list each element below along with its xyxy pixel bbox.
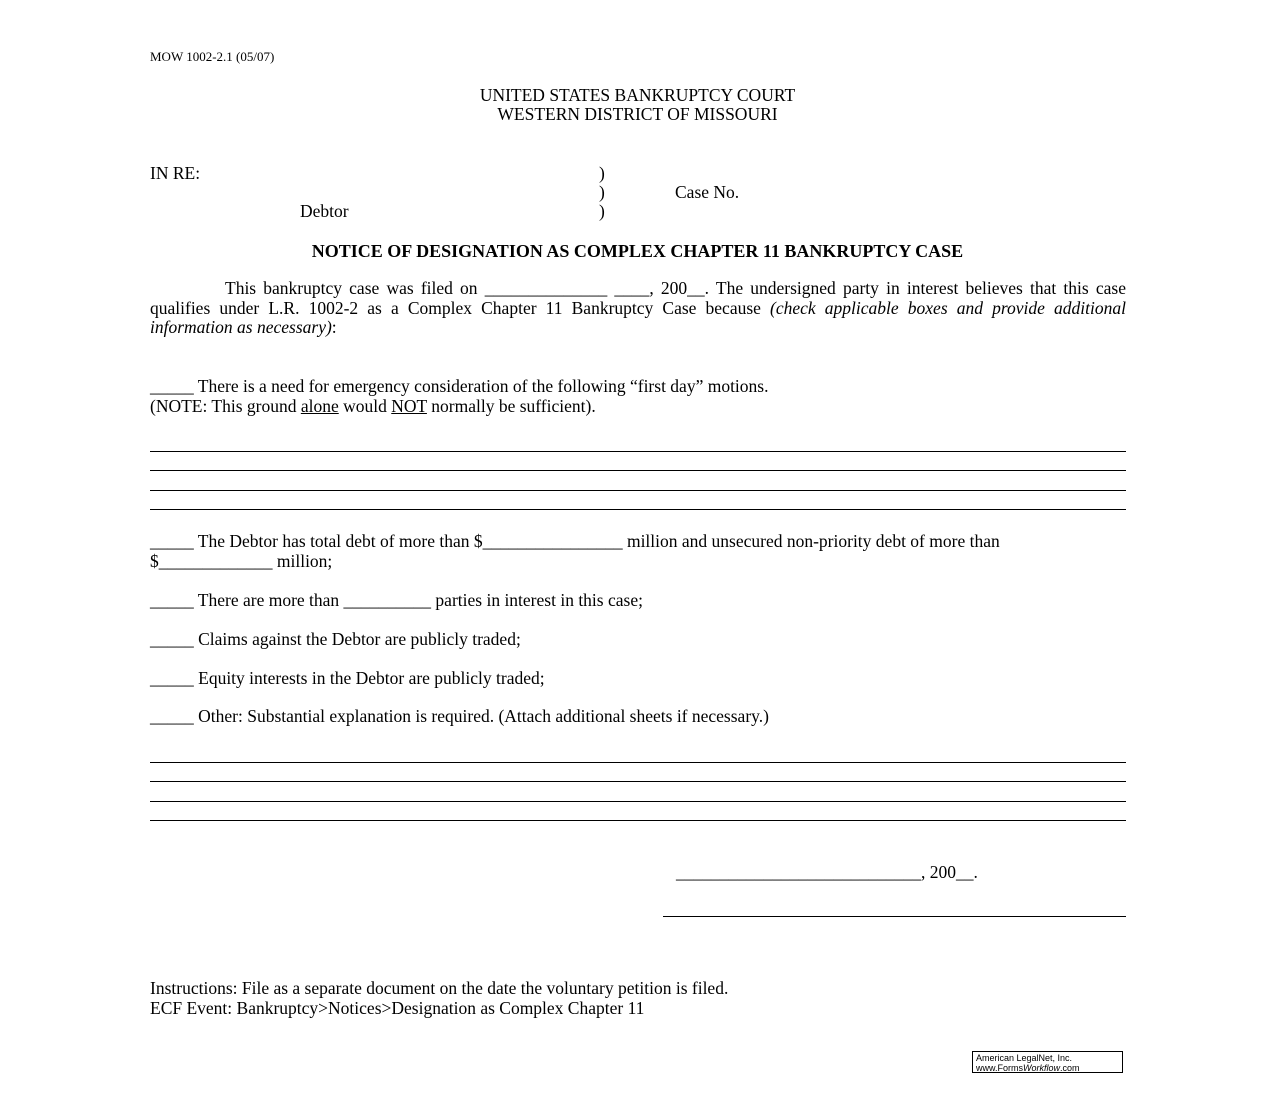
note-text: would bbox=[338, 396, 392, 416]
intro-colon: : bbox=[331, 317, 337, 338]
court-district: WESTERN DISTRICT OF MISSOURI bbox=[497, 104, 778, 124]
debtor-label: Debtor bbox=[300, 201, 349, 221]
note-not: NOT bbox=[391, 396, 427, 416]
item-other: _____ Other: Substantial explanation is required. (Attach additional sheets if necessary.) bbox=[150, 706, 769, 726]
url-part: www.Forms bbox=[976, 1063, 1023, 1073]
caption-paren: ) bbox=[599, 201, 605, 221]
note-text: (NOTE: This ground bbox=[150, 396, 301, 416]
blank-line[interactable] bbox=[150, 801, 1126, 802]
in-re-label: IN RE: bbox=[150, 163, 201, 183]
signature-line[interactable] bbox=[663, 916, 1126, 917]
intro-italic: (check applicable boxes and provide additional information as necessary) bbox=[150, 297, 1126, 338]
blank-line[interactable] bbox=[150, 762, 1126, 763]
instructions-text: Instructions: File as a separate document on the date the voluntary petition is filed. bbox=[150, 978, 729, 998]
item-debt: _____ The Debtor has total debt of more than $________________ million and unsecured non-priority debt of more than $_____________ million; bbox=[150, 531, 1000, 571]
item-emergency: _____ There is a need for emergency consideration of the following “first day” motions. bbox=[150, 376, 769, 396]
ecf-event-text: ECF Event: Bankruptcy>Notices>Designation as Complex Chapter 11 bbox=[150, 998, 645, 1018]
date-line[interactable]: ____________________________, 200__. bbox=[676, 862, 978, 882]
blank-line[interactable] bbox=[150, 451, 1126, 452]
blank-line[interactable] bbox=[150, 781, 1126, 782]
note-alone: alone bbox=[300, 396, 339, 416]
item-emergency-note bbox=[150, 396, 596, 416]
intro-paragraph bbox=[150, 279, 1126, 338]
item-equity: _____ Equity interests in the Debtor are publicly traded; bbox=[150, 668, 545, 688]
caption-paren: ) bbox=[599, 182, 605, 202]
publisher-stamp bbox=[972, 1051, 1123, 1073]
form-id: MOW 1002-2.1 (05/07) bbox=[150, 49, 275, 64]
caption-paren: ) bbox=[599, 163, 605, 183]
note-text: normally be sufficient). bbox=[426, 396, 596, 416]
court-name: UNITED STATES BANKRUPTCY COURT bbox=[479, 85, 796, 105]
publisher-url bbox=[976, 1063, 1119, 1073]
item-claims: _____ Claims against the Debtor are publicly traded; bbox=[150, 629, 521, 649]
url-part: .com bbox=[1060, 1063, 1080, 1073]
blank-line[interactable] bbox=[150, 490, 1126, 491]
case-number-label: Case No. bbox=[675, 182, 740, 202]
blank-line[interactable] bbox=[150, 820, 1126, 821]
item-parties: _____ There are more than __________ parties in interest in this case; bbox=[150, 590, 643, 610]
document-title: NOTICE OF DESIGNATION AS COMPLEX CHAPTER 11 BANKRUPTCY CASE bbox=[311, 241, 964, 261]
blank-line[interactable] bbox=[150, 470, 1126, 471]
url-part: Workflow bbox=[1023, 1063, 1061, 1073]
publisher-name: American LegalNet, Inc. bbox=[976, 1053, 1073, 1063]
blank-line[interactable] bbox=[150, 509, 1126, 510]
intro-text: This bankruptcy case was filed on ______________ ____, 200__. The undersigned party in interest believes that this case qualifies under L.R. 1002-2 as a Complex Chapter 11 Bankruptcy Case because bbox=[150, 278, 1126, 318]
